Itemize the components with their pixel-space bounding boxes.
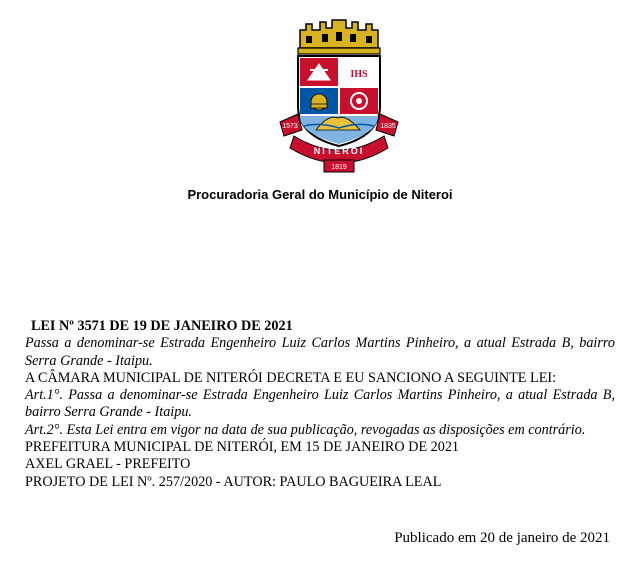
article-2: Art.2°. Esta Lei entra em vigor na data de sua publicação, revogadas as disposições em contrário. [25,421,586,438]
law-summary: Passa a denominar-se Estrada Engenheiro Luiz Carlos Martins Pinheiro, a atual Estrada B, bairro Serra Grande - Itaipu. [25,335,615,369]
year-1573-label: 1573 [282,123,298,130]
niteroi-coat-of-arms [276,18,402,176]
shield-icon [298,56,380,146]
mayor-signature: AXEL GRAEL - PREFEITO [25,456,191,473]
law-title: LEI Nº 3571 DE 19 DE JANEIRO DE 2021 [31,318,293,334]
decree-statement: A CÂMARA MUNICIPAL DE NITERÓI DECRETA E EU SANCIONO A SEGUINTE LEI: [25,369,557,386]
mural-crown-icon [298,20,380,54]
ihs-monogram: IHS [350,69,368,80]
city-name-label: NITERÓI [313,146,365,156]
year-1819-label: 1819 [331,164,347,171]
bill-reference: PROJETO DE LEI Nº. 257/2020 - AUTOR: PAULO BAGUEIRA LEAL [25,473,442,490]
signature-place-date: PREFEITURA MUNICIPAL DE NITERÓI, EM 15 DE JANEIRO DE 2021 [25,439,460,456]
year-1835-label: 1835 [380,123,396,130]
header-title: Procuradoria Geral do Município de Niteroi [187,187,453,202]
article-1: Art.1°. Passa a denominar-se Estrada Engenheiro Luiz Carlos Martins Pinheiro, a atual Estrada B, bairro Serra Grande - Itaipu. [25,387,615,421]
published-date: Publicado em 20 de janeiro de 2021 [394,530,610,546]
law-document [25,318,615,491]
